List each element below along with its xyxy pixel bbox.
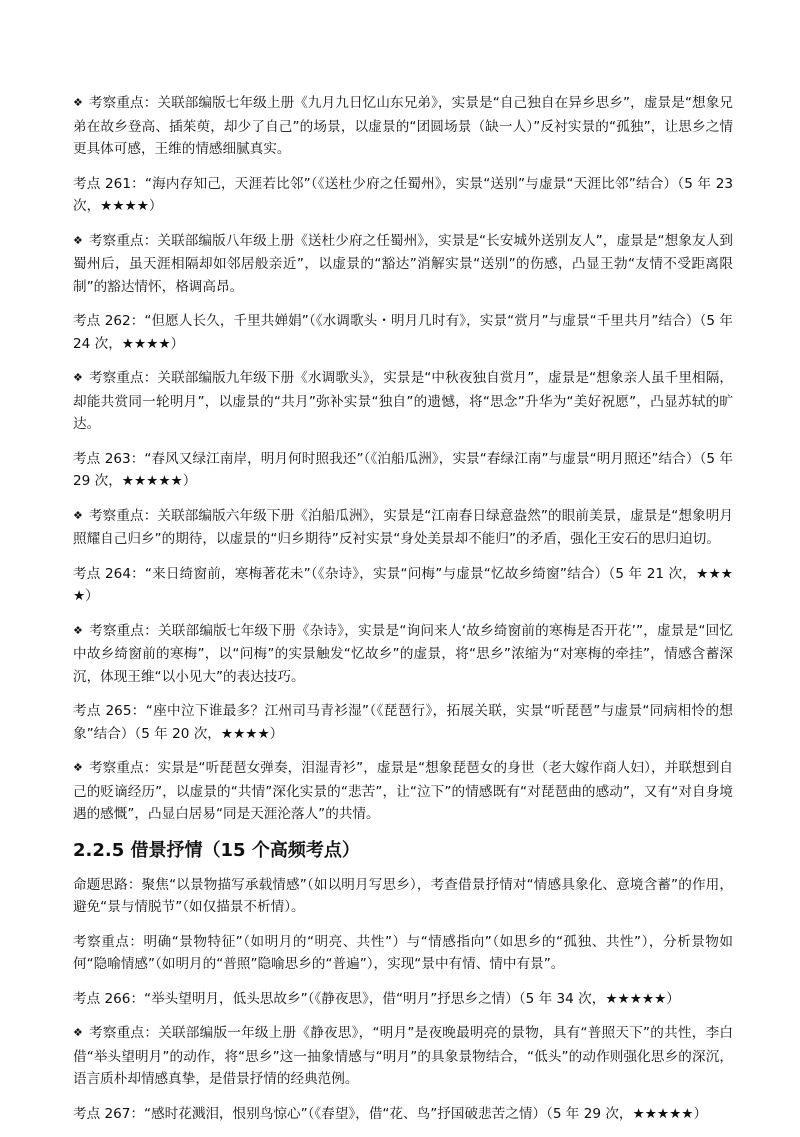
- exam-point-267: 考点 267：“感时花溅泪，恨别鸟惊心”（《春望》，借“花、鸟”抒国破悲苦之情）（5 年 29 次，★★★★★）: [73, 1105, 708, 1122]
- exam-focus-text: 考察重点：关联部编版六年级下册《泊船瓜洲》，实景是“江南春日绿意盎然”的眼前美景，虚景是“想象明月照耀自己归乡”的期待，以虚景的“归乡期待”反衬实景“身处美景却不能归”的矛盾，强化王安石的思归迫切。: [73, 507, 733, 547]
- exam-focus-paragraph: [73, 620, 733, 689]
- diamond-bullet-icon: ❖: [73, 233, 83, 247]
- exam-focus-text: 考察重点：关联部编版一年级上册《静夜思》，“明月”是夜晚最明亮的景物，具有“普照天下”的共性，李白借“举头望明月”的动作，将“思乡”这一抽象情感与“明月”的具象景物结合，“低头”的动作则强化思乡的深沉，语言质朴却情感真挚，是借景抒情的经典范例。: [73, 1025, 733, 1087]
- exam-focus-text: 考察重点：关联部编版九年级下册《水调歌头》，实景是“中秋夜独自赏月”，虚景是“想象亲人虽千里相隔，却能共赏同一轮明月”，以虚景的“共月”弥补实景“独自”的遗憾，将“思念”升华为“美好祝愿”，凸显苏轼的旷达。: [73, 370, 733, 432]
- exam-focus-paragraph: [73, 230, 733, 299]
- exam-point-262: 考点 262：“但愿人长久，千里共婵娟”（《水调歌头・明月几时有》，实景“赏月”与虚景“千里共月”结合）（5 年 24 次，★★★★）: [73, 313, 733, 352]
- exam-focus-paragraph: [73, 505, 733, 551]
- diamond-bullet-icon: ❖: [73, 1026, 84, 1039]
- document-page: [73, 92, 733, 1137]
- exam-point-261: 考点 261：“海内存知己，天涯若比邻”（《送杜少府之任蜀州》，实景“送别”与虚景“天涯比邻”结合）（5 年 23 次，★★★★）: [73, 175, 733, 214]
- section-heading: 2.2.5 借景抒情（15 个高频考点）: [73, 839, 360, 861]
- diamond-bullet-icon: ❖: [73, 508, 83, 522]
- exam-focus-text: 考察重点：实景是“听琵琶女弹奏，泪湿青衫”，虚景是“想象琵琶女的身世（老大嫁作商人妇），并联想到自己的贬谪经历”，以虚景的“共情”深化实景的“悲苦”，让“泣下”的情感既有“对琵琶曲的感动”，又有“对自身境遇的感慨”，凸显白居易“同是天涯沦落人”的共情。: [73, 760, 733, 822]
- exam-focus-paragraph: [73, 92, 733, 161]
- design-idea-paragraph: 命题思路：聚焦“以景物描写承载情感”（如以明月写思乡），考查借景抒情对“情感具象化、意境含蓄”的作用，避免“景与情脱节”（如仅描景不析情）。: [73, 876, 733, 915]
- diamond-bullet-icon: ❖: [73, 761, 83, 774]
- exam-point-266: 考点 266：“举头望明月，低头思故乡”（《静夜思》，借“明月”抒思乡之情）（5 年 34 次，★★★★★）: [73, 990, 680, 1007]
- exam-focus-text: 考察重点：关联部编版八年级上册《送杜少府之任蜀州》，实景是“长安城外送别友人”，虚景是“想象友人到蜀州后，虽天涯相隔却如邻居般亲近”，以虚景的“豁达”消解实景“送别”的伤感，凸显王勃“友情不受距离限制”的豁达情怀，格调高昂。: [73, 232, 733, 295]
- exam-point-264: 考点 264：“来日绮窗前，寒梅著花未”（《杂诗》，实景“问梅”与虚景“忆故乡绮窗”结合）（5 年 21 次，★★★★）: [73, 565, 733, 604]
- exam-focus-paragraph: [73, 757, 733, 826]
- exam-point-263: 考点 263：“春风又绿江南岸，明月何时照我还”（《泊船瓜洲》，实景“春绿江南”与虚景“明月照还”结合）（5 年 29 次，★★★★★）: [73, 450, 733, 489]
- diamond-bullet-icon: ❖: [73, 623, 84, 637]
- exam-focus-text: 考察重点：关联部编版七年级下册《杂诗》，实景是“询问来人‘故乡绮窗前的寒梅是否开花’”，虚景是“回忆中故乡绮窗前的寒梅”，以“问梅”的实景触发“忆故乡”的虚景，将“思乡”浓缩为“对寒梅的牵挂”，情感含蓄深沉，体现王维“以小见大”的表达技巧。: [73, 622, 733, 685]
- exam-focus-paragraph: [73, 367, 733, 436]
- diamond-bullet-icon: ❖: [73, 371, 83, 384]
- exam-point-265: 考点 265：“座中泣下谁最多？江州司马青衫湿”（《琵琶行》，拓展关联，实景“听琵琶”与虚景“同病相怜的想象”结合）（5 年 20 次，★★★★）: [73, 703, 733, 742]
- exam-focus-paragraph: [73, 1022, 733, 1091]
- diamond-bullet-icon: ❖: [73, 96, 83, 109]
- exam-focus-text: 考察重点：关联部编版七年级上册《九月九日忆山东兄弟》，实景是“自己独自在异乡思乡”，虚景是“想象兄弟在故乡登高、插茱萸，却少了自己”的场景，以虚景的“团圆场景（缺一人）”反衬实景的“孤独”，让思乡之情更具体可感，王维的情感细腻真实。: [73, 95, 733, 157]
- exam-focus-summary-paragraph: 考察重点：明确“景物特征”（如明月的“明亮、共性”）与“情感指向”（如思乡的“孤独、共性”），分析景物如何“隐喻情感”（如明月的“普照”隐喻思乡的“普遍”），实现“景中有情、情中有景”。: [73, 933, 733, 972]
